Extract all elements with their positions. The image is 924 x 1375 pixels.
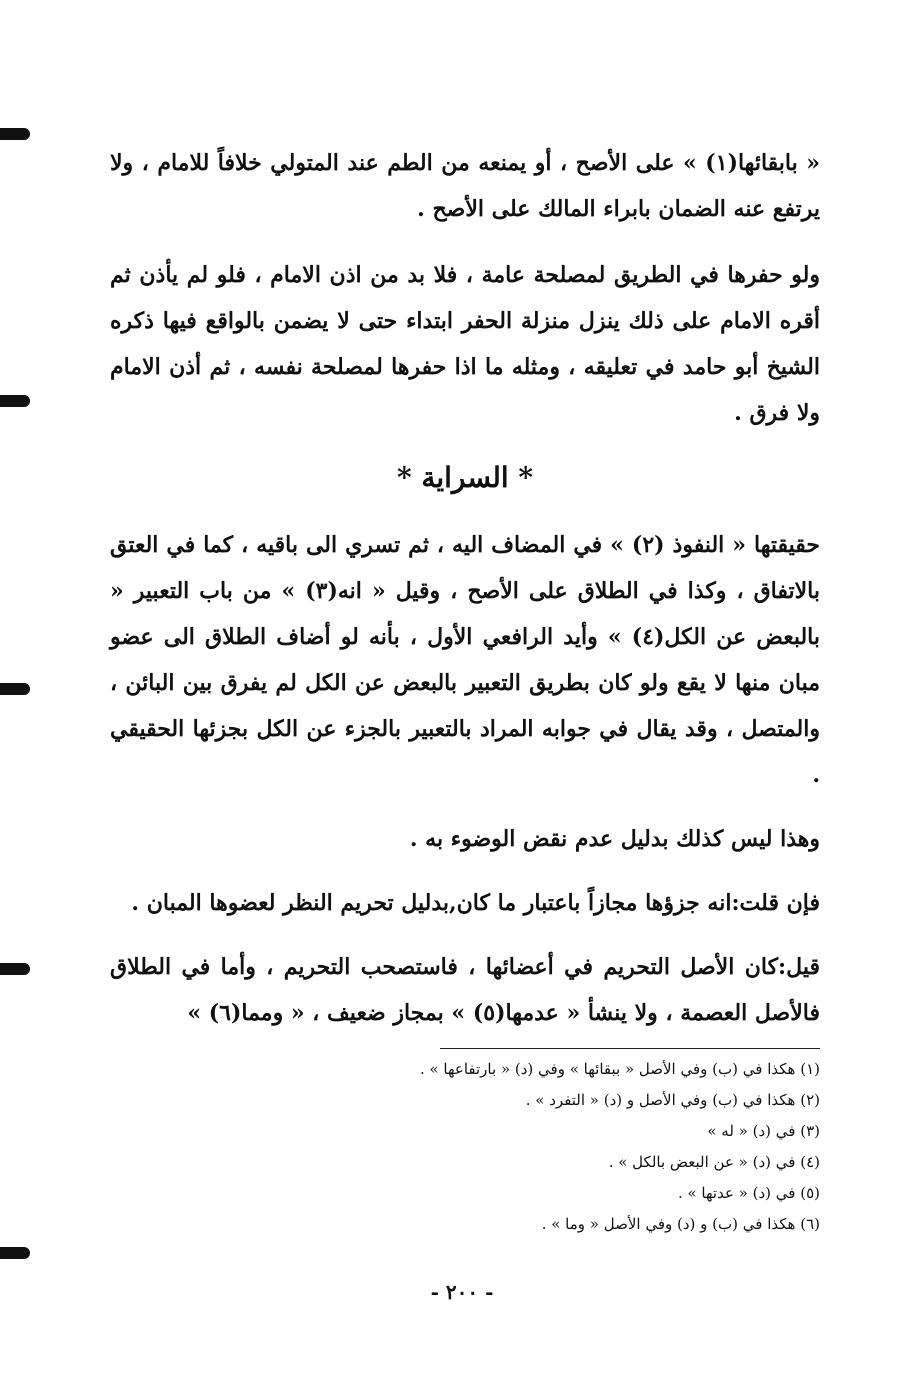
scan-edge-mark <box>0 1247 30 1259</box>
section-paragraph: قيل:كان الأصل التحريم في أعضائها ، فاستصحب التحريم ، وأما في الطلاق فالأصل العصمة ، ولا ينشأ « عدمها(٥) » بمجاز ضعيف ، « ومما(٦) » <box>110 954 820 1026</box>
page-body <box>110 140 820 1054</box>
footnote: (٤) في (د) « عن البعض بالكل » . <box>608 1153 820 1171</box>
footnote: (٥) في (د) « عدتها » . <box>677 1184 820 1202</box>
footnote-divider <box>440 1048 820 1049</box>
footnote: (٢) هكذا في (ب) وفي الأصل و (د) « التفرد » . <box>525 1091 820 1109</box>
body-paragraph: « بابقائها(١) » على الأصح ، أو يمنعه من الطم عند المتولي خلافاً للامام ، ولا يرتفع عنه الضمان بابراء المالك على الأصح . <box>110 150 821 222</box>
section-paragraph: وهذا ليس كذلك بدليل عدم نقض الوضوء به . <box>409 826 820 852</box>
body-paragraph: ولو حفرها في الطريق لمصلحة عامة ، فلا بد من اذن الامام ، فلو لم يأذن ثم أقره الامام على ذلك ينزل منزلة الحفر ابتداء حتى لا يضمن بالواقع فيها ذكره الشيخ أبو حامد في تعليقه ، ومثله ما اذا حفرها لمصلحة نفسه ، ثم أذن الامام ولا فرق . <box>110 262 820 426</box>
footnote: (٣) في (د) « له » <box>707 1122 820 1140</box>
scan-edge-mark <box>0 128 30 140</box>
scan-edge-mark <box>0 963 30 975</box>
section-paragraph: فإن قلت:انه جزؤها مجازاً باعتبار ما كان,بدليل تحريم النظر لعضوها المبان . <box>131 890 820 916</box>
scan-edge-mark <box>0 395 30 407</box>
footnotes <box>200 1054 820 1240</box>
scan-edge-mark <box>0 683 30 695</box>
section-paragraph: حقيقتها « النفوذ (٢) » في المضاف اليه ، ثم تسري الى باقيه ، كما في العتق بالاتفاق ، وكذا في الطلاق على الأصح ، وقيل « انه(٣) » من باب التعبير « بالبعض عن الكل(٤) » وأيد الرافعي الأول ، بأنه لو أضاف الطلاق الى عضو مبان منها لا يقع ولو كان بطريق التعبير بالبعض عن الكل لم يفرق بين البائن ، والمتصل ، وقد يقال في جوابه المراد بالتعبير بالجزء عن الكل بجزئها الحقيقي . <box>110 532 820 788</box>
page-number: - ٢٠٠ - <box>430 1280 494 1304</box>
footnote: (١) هكذا في (ب) وفي الأصل « ببقائها » وفي (د) « بارتفاعها » . <box>419 1060 820 1078</box>
footnote: (٦) هكذا في (ب) و (د) وفي الأصل « وما » . <box>541 1215 820 1233</box>
section-heading: * السراية * <box>396 461 534 494</box>
